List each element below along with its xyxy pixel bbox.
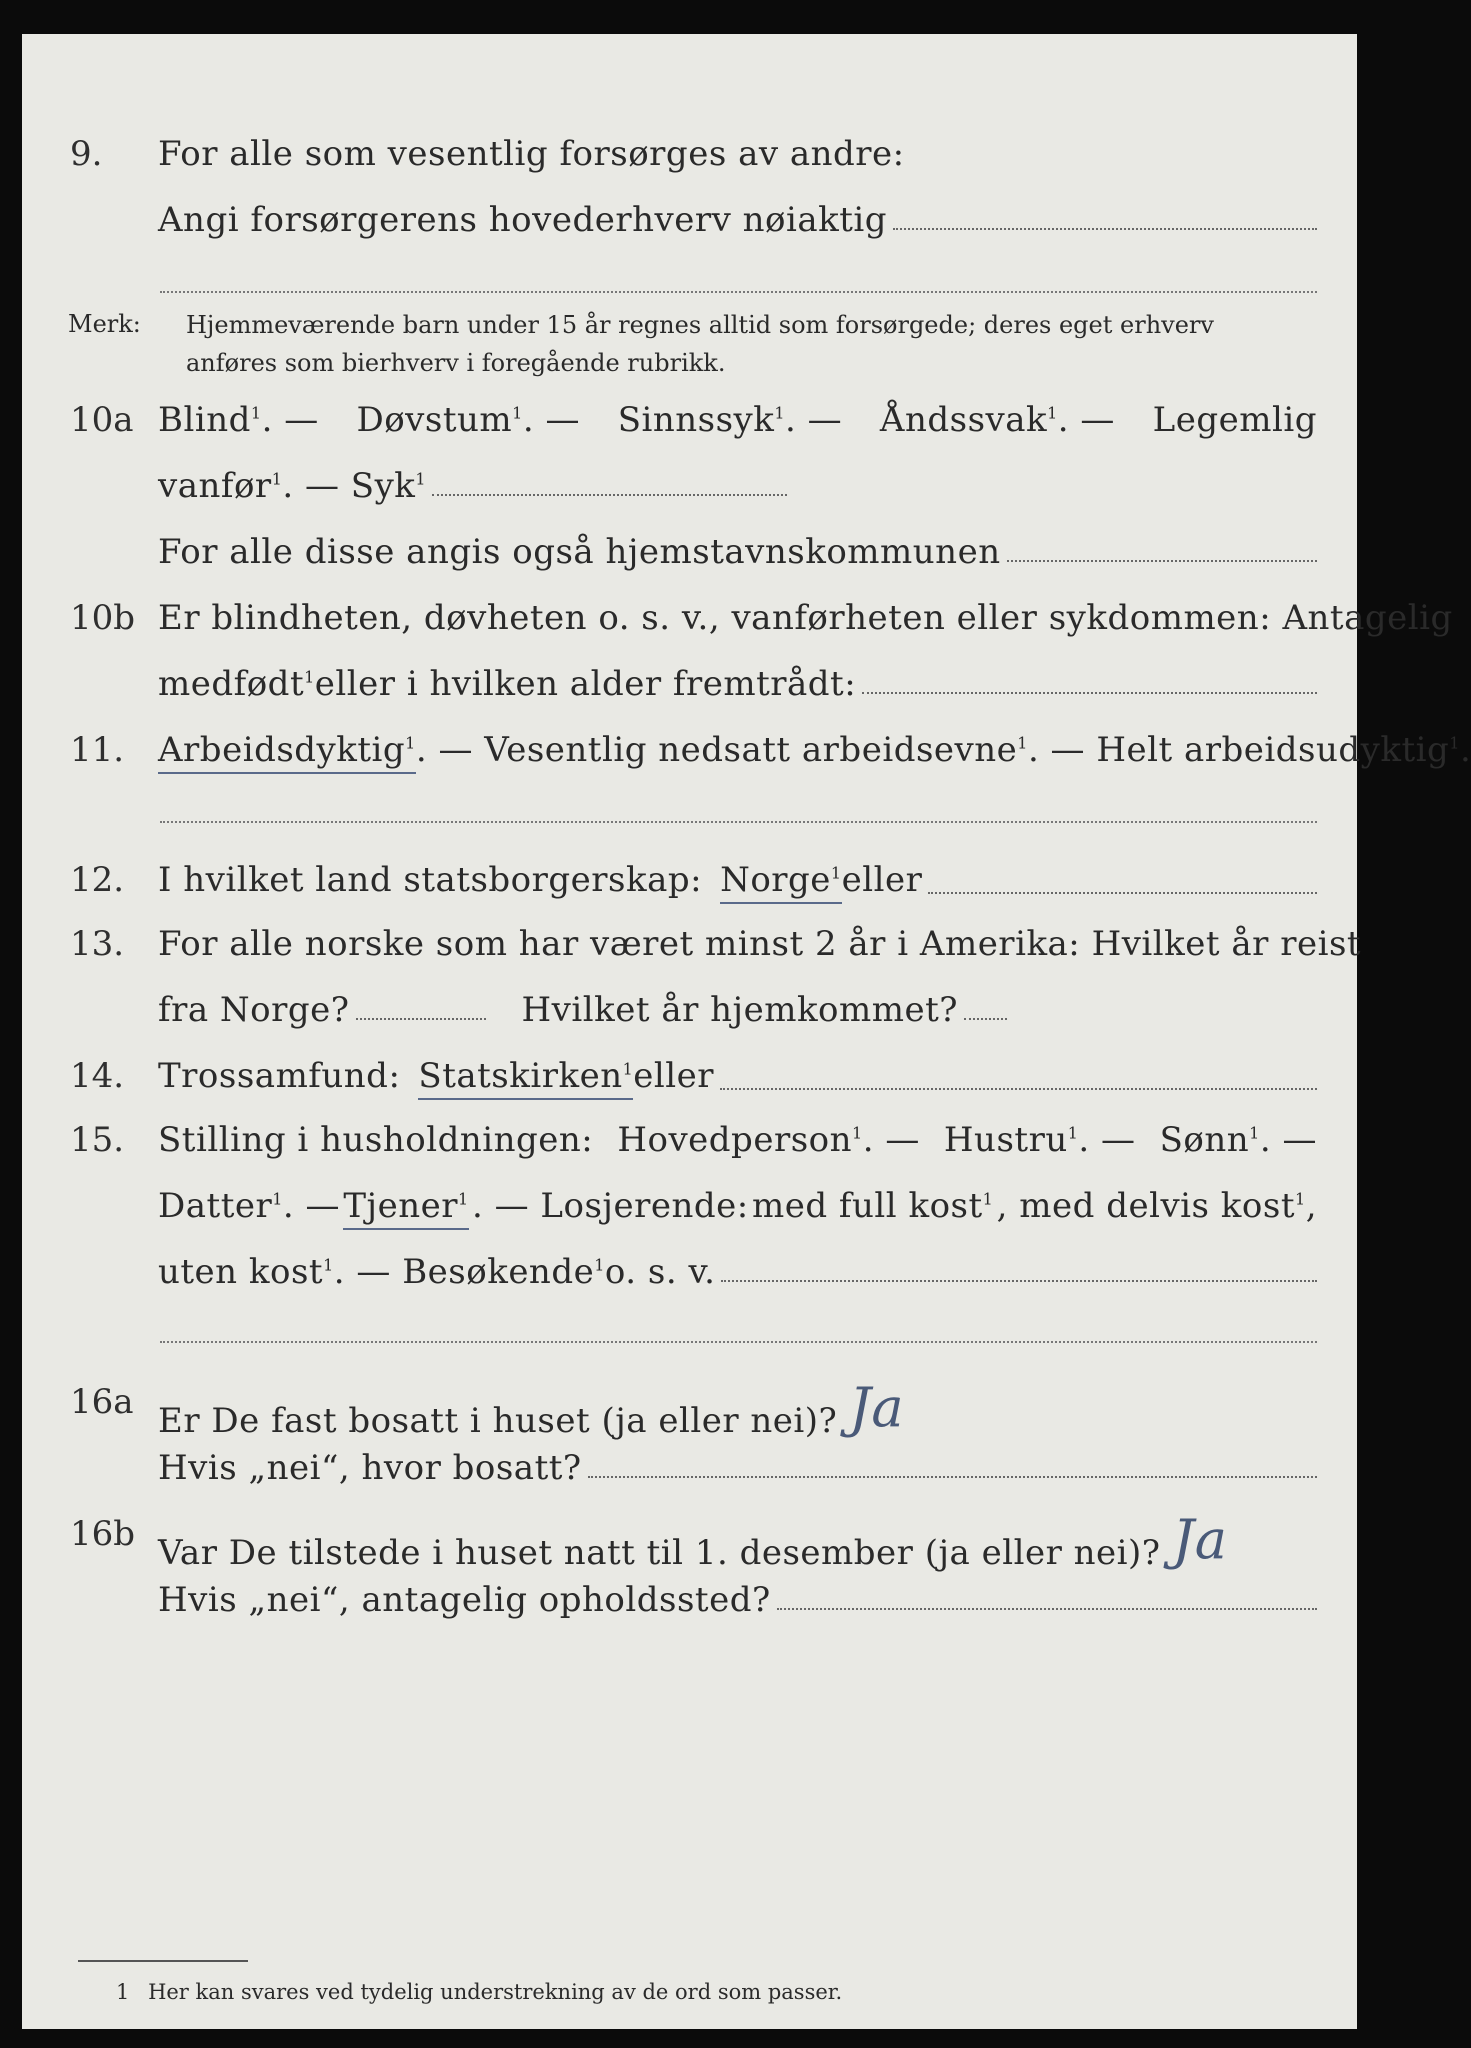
merk-line1: Hjemmeværende barn under 15 år regnes alltid som forsørgede; deres eget erhverv [186,311,1214,339]
q16a-text: Er De fast bosatt i huset (ja eller nei)? [158,1401,838,1441]
footnote [116,1980,842,2004]
q16b-text: Var De tilstede i huset natt til 1. desember (ja eller nei)? [158,1533,1161,1573]
q10a-line3 [158,532,1317,572]
opt-andssvak[interactable]: Åndssvak$^1$. — [879,400,1115,440]
q15-answer-line[interactable] [160,1340,1317,1343]
q12-other-field[interactable] [928,891,1317,894]
q15-number: 15. [70,1120,125,1160]
opt-blind[interactable]: Blind$^1$. — [158,400,319,440]
opt-sonn[interactable]: Sønn$^1$. — [1159,1120,1317,1160]
q14-text: Trossamfund: [158,1056,401,1096]
q10b-answer-field[interactable] [862,691,1317,694]
q12-number: 12. [70,860,125,900]
q13-reist-text: fra Norge? [158,990,350,1030]
q10a-hjemstavn-text: For alle disse angis også hjemstavnskommunen [158,532,1001,572]
q16a-line1 [158,1376,1317,1445]
q16b-number: 16b [70,1514,136,1554]
q16b-opholdssted-field[interactable] [777,1607,1317,1610]
merk-note [186,306,1317,382]
q10b-number: 10b [70,598,136,638]
opt-medfodt[interactable]: medfødt$^1$ [158,664,315,704]
opt-sinnssyk[interactable]: Sinnssyk$^1$. — [617,400,843,440]
opt-nedsatt[interactable]: . — Vesentlig nedsatt arbeidsevne$^1$ [415,730,1028,770]
q10b-line2 [158,664,1317,704]
q11-number: 11. [70,730,125,770]
q15-line3 [158,1252,1317,1292]
q9-number: 9. [70,134,103,174]
q10b-text: Er blindheten, døvheten o. s. v., vanførheten eller sykdommen: Antagelig [158,598,1453,638]
q16a-line2 [158,1448,1317,1488]
census-form-page [22,34,1471,2029]
q12-line [158,860,1317,904]
q15-losjerende: . — Losjerende: [471,1186,749,1226]
q16a-number: 16a [70,1382,134,1422]
q16b-text2: Hvis „nei“, antagelig opholdssted? [158,1580,771,1620]
q11-line [158,730,1471,774]
opt-tjener-selected[interactable]: Tjener$^1$ [343,1186,468,1230]
q14-eller: eller [633,1056,715,1096]
opt-hovedperson[interactable]: Hovedperson$^1$. — [617,1120,920,1160]
q10a-hjemstavn-field[interactable] [1007,559,1317,562]
opt-vanfor[interactable]: vanfør$^1$ [158,466,283,506]
q16a-handwritten-answer[interactable]: Ja [849,1376,905,1439]
q10b-line1 [158,598,1453,638]
q9-line1 [158,134,1317,174]
q9-text: For alle som vesentlig forsørges av andre: [158,134,905,174]
opt-delvis-kost[interactable]: , med delvis kost$^1$, [996,1186,1317,1226]
q16a-text2: Hvis „nei“, hvor bosatt? [158,1448,582,1488]
q12-text: I hvilket land statsborgerskap: [158,860,703,900]
q9-line2 [158,200,1317,240]
q10a-line2 [158,466,787,506]
opt-hustru[interactable]: Hustru$^1$. — [943,1120,1136,1160]
q11-answer-line[interactable] [160,820,1317,823]
opt-full-kost[interactable]: med full kost$^1$ [752,1186,994,1226]
q10a-syk-field[interactable] [432,493,787,496]
opt-legemlig[interactable]: Legemlig [1152,400,1317,440]
q13-text: For alle norske som har været minst 2 år i Amerika: Hvilket år reist [158,924,1362,964]
q15-label: Stilling i husholdningen: [158,1120,594,1160]
q15-line2 [158,1186,1317,1230]
q9-answer-line[interactable] [160,290,1317,293]
q14-other-field[interactable] [720,1087,1317,1090]
opt-datter[interactable]: Datter$^1$. — [158,1186,341,1226]
opt-dovstum[interactable]: Døvstum$^1$. — [356,400,580,440]
opt-udyktig[interactable]: . — Helt arbeidsudyktig$^1$ [1027,730,1460,770]
q13-reist-field[interactable] [356,1017,486,1020]
q9-text2: Angi forsørgerens hovederhverv nøiaktig [158,200,888,240]
q14-number: 14. [70,1056,125,1096]
footnote-rule [78,1960,248,1962]
q16b-handwritten-answer[interactable]: Ja [1172,1508,1228,1571]
q14-line [158,1056,1317,1100]
merk-line2: anføres som bierhverv i foregående rubrikk. [186,349,726,377]
q15-osv: o. s. v. [604,1252,716,1292]
q13-hjem-text: Hvilket år hjemkommet? [521,990,959,1030]
q15-line1 [158,1120,1317,1160]
q12-eller: eller [841,860,923,900]
q13-line1 [158,924,1362,964]
opt-norge-selected[interactable]: Norge$^1$ [720,860,842,904]
q11-end: . [1459,730,1471,770]
merk-label: Merk: [68,310,141,338]
q16b-line1 [158,1508,1317,1577]
q10a-number: 10a [70,400,134,440]
q13-line2 [158,990,1007,1030]
q10a-line1 [158,400,1317,440]
opt-besokende[interactable]: . — Besøkende$^1$ [333,1252,605,1292]
q16b-line2 [158,1580,1317,1620]
q15-other-field[interactable] [721,1279,1317,1282]
q13-number: 13. [70,924,125,964]
opt-syk[interactable]: . — Syk$^1$ [282,466,427,506]
q16a-bosatt-field[interactable] [588,1475,1317,1478]
opt-uten-kost[interactable]: uten kost$^1$ [158,1252,334,1292]
q10b-text2: eller i hvilken alder fremtrådt: [314,664,857,704]
opt-arbeidsdyktig-selected[interactable]: Arbeidsdyktig$^1$ [158,730,416,774]
footnote-text: Her kan svares ved tydelig understrekning av de ord som passer. [148,1980,843,2004]
footnote-mark: 1 [116,1980,130,2004]
q9-answer-field[interactable] [893,227,1317,230]
opt-statskirken-selected[interactable]: Statskirken$^1$ [418,1056,633,1100]
q13-hjem-field[interactable] [964,1017,1007,1020]
